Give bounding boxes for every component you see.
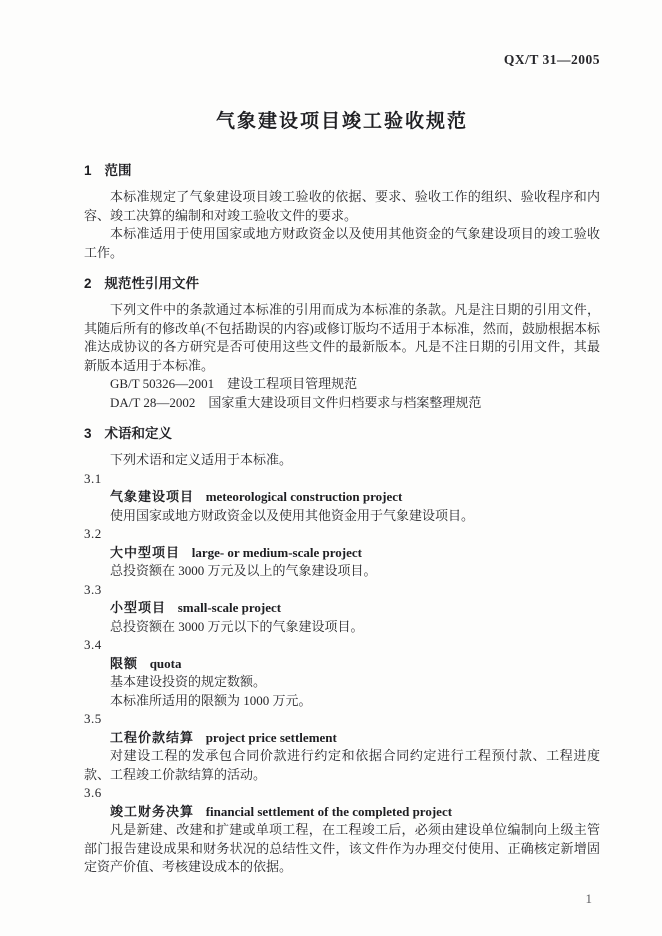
paragraph: 使用国家或地方财政资金以及使用其他资金用于气象建设项目。 [110, 507, 475, 523]
document-content [84, 161, 600, 877]
term-name-english: large- or medium-scale project [191, 544, 362, 560]
term-name-chinese: 竣工财务决算 [110, 803, 195, 819]
term-heading [110, 599, 600, 618]
clause-heading [84, 161, 600, 180]
term-number: 3.1 [84, 470, 102, 486]
clause-title: 范围 [104, 163, 132, 178]
normative-reference: GB/T 50326—2001 建设工程项目管理规范 [110, 376, 358, 391]
paragraph: 总投资额在 3000 万元以下的气象建设项目。 [110, 618, 364, 634]
paragraph: 对建设工程的发承包合同价款进行约定和依据合同约定进行工程预付款、工程进度款、工程竣工价款结算的活动。 [84, 748, 600, 782]
term-name-english: quota [149, 655, 182, 671]
term-name-english: financial settlement of the completed project [205, 803, 453, 819]
term-name-chinese: 限额 [110, 655, 139, 671]
clause-title: 规范性引用文件 [104, 276, 200, 291]
standard-number: QX/T 31—2005 [503, 52, 600, 67]
term-number: 3.5 [84, 711, 102, 726]
paragraph: 总投资额在 3000 万元及以上的气象建设项目。 [110, 563, 377, 578]
paragraph: 下列术语和定义适用于本标准。 [110, 452, 293, 467]
paragraph: 基本建设投资的规定数额。 [110, 674, 267, 689]
paragraph: 凡是新建、改建和扩建或单项工程，在工程竣工后，必须由建设单位编制向上级主管部门报告建设成果和财务状况的总结性文件，该文件作为办理交付使用、正确核定新增固定资产价值、考核建设成本的依据。 [84, 822, 600, 874]
page-number: 1 [585, 890, 592, 906]
document-title: 气象建设项目竣工验收规范 [215, 111, 468, 132]
clause-heading [84, 274, 600, 293]
term-name-chinese: 气象建设项目 [110, 489, 195, 504]
clause-heading [84, 424, 600, 443]
clause-title: 术语和定义 [104, 426, 173, 441]
clause-number: 2 [84, 276, 92, 291]
paragraph: 本标准规定了气象建设项目竣工验收的依据、要求、验收工作的组织、验收程序和内容、竣工决算的编制和对竣工验收文件的要求。 [84, 189, 600, 223]
paragraph: 下列文件中的条款通过本标准的引用而成为本标准的条款。凡是注日期的引用文件，其随后所有的修改单(不包括勘误的内容)或修订版均不适用于本标准，然而，鼓励根据本标准达成协议的各方研究是否可使用这些文件的最新版本。凡是不注日期的引用文件，其最新版本适用于本标准。 [84, 302, 600, 373]
term-heading [110, 544, 600, 563]
term-heading [110, 655, 600, 674]
term-name-english: project price settlement [205, 729, 337, 745]
paragraph: 本标准所适用的限额为 1000 万元。 [110, 692, 312, 708]
term-heading [110, 803, 600, 822]
normative-reference: DA/T 28—2002 国家重大建设项目文件归档要求与档案整理规范 [110, 394, 482, 410]
term-number: 3.6 [84, 785, 102, 800]
term-name-english: meteorological construction project [205, 489, 403, 504]
term-name-chinese: 工程价款结算 [110, 729, 195, 745]
term-number: 3.2 [84, 526, 102, 541]
paragraph: 本标准适用于使用国家或地方财政资金以及使用其他资金的气象建设项目的竣工验收工作。 [84, 226, 600, 260]
term-name-chinese: 大中型项目 [110, 544, 181, 560]
term-number: 3.4 [84, 637, 102, 652]
term-heading [110, 729, 600, 748]
term-heading [110, 488, 600, 507]
clause-number: 1 [84, 163, 92, 178]
term-number: 3.3 [84, 581, 102, 597]
term-name-english: small-scale project [177, 600, 282, 615]
clause-number: 3 [84, 426, 92, 441]
term-name-chinese: 小型项目 [110, 600, 167, 615]
